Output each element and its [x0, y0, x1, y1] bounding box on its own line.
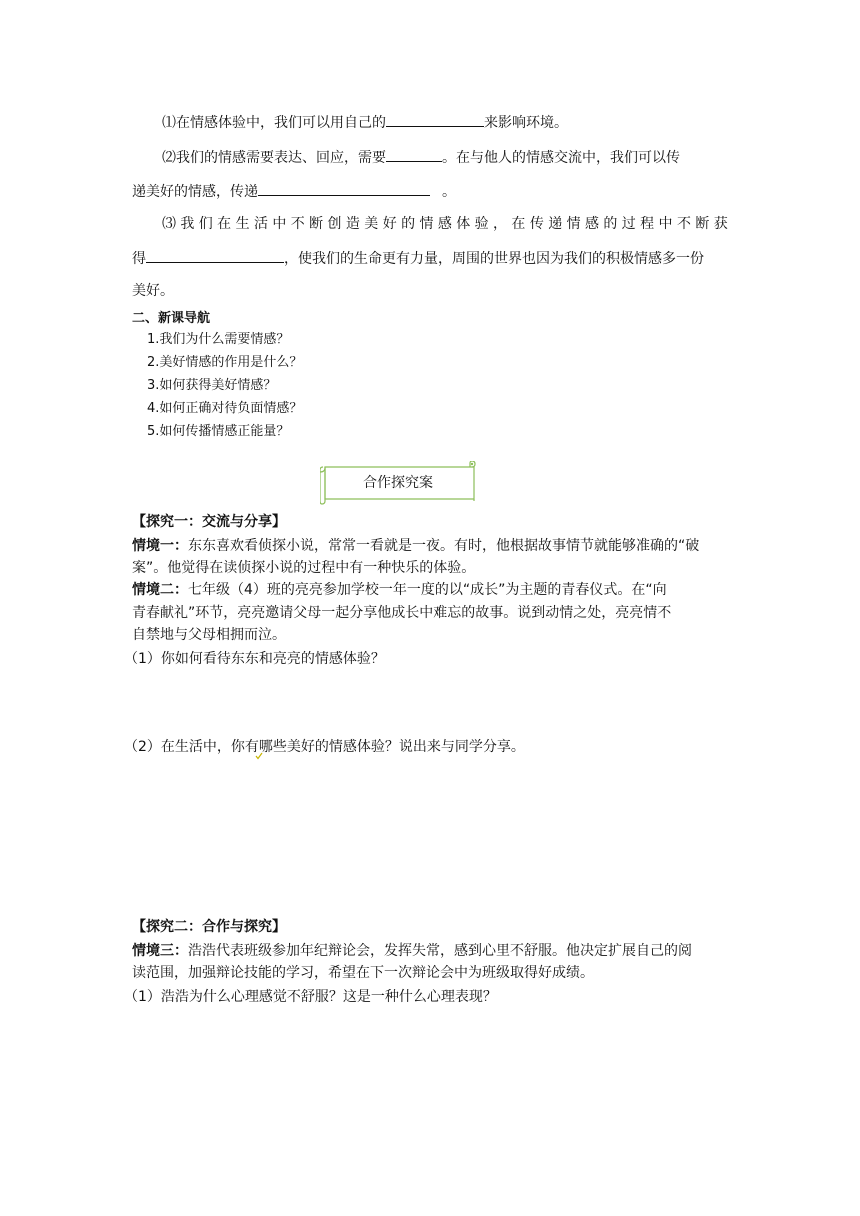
intro-question-1 [162, 112, 568, 132]
intro-question-3-line-2 [132, 248, 704, 268]
intro-question-3-line-3: 美好。 [132, 283, 174, 299]
answer-blank-3[interactable] [258, 181, 430, 196]
q3-line1-char: 断 [695, 216, 710, 232]
scenario-1-line-1 [132, 537, 699, 555]
q3-line1-char: 过 [621, 216, 636, 232]
q3-line1-char: 造 [345, 216, 360, 232]
answer-blank-2[interactable] [386, 147, 442, 162]
scenario-1-line-2: 案”。他觉得在读侦探小说的过程中有一种快乐的体验。 [132, 560, 476, 576]
scenario-2-text-1: 七年级（4）班的亮亮参加学校一年一度的以“成长”为主题的青春仪式。在“向 [188, 582, 667, 598]
nav-list-item: 5.如何传播情感正能量？ [147, 424, 290, 439]
q3-line1-char: 创 [327, 216, 342, 232]
q3-line1-char: 程 [640, 216, 655, 232]
q3-line1-char: 生 [235, 216, 250, 232]
q3-line1-char: 验 [474, 216, 489, 232]
scenario-2-line-2: 青春献礼”环节，亮亮邀请父母一起分享他成长中难忘的故事。说到动情之处，亮亮情不 [132, 605, 672, 621]
q3-line1-char: 的 [401, 216, 416, 232]
q3-line1-char: 美 [364, 216, 379, 232]
q1-prefix: ⑴在情感体验中，我们可以用自己的 [162, 115, 386, 131]
scenario-3-line-2: 读范围，加强辩论技能的学习，希望在下一次辩论会中为班级取得好成绩。 [132, 965, 594, 981]
q3-line1-char: 活 [253, 216, 268, 232]
q3-line1-char: 获 [713, 216, 728, 232]
q3-line1-char: 体 [456, 216, 471, 232]
q3-line1-char: 感 [437, 216, 452, 232]
nav-list-item: 3.如何获得美好情感？ [147, 378, 277, 393]
q3-line2-prefix: 得 [132, 251, 146, 267]
q3-line1-char: 中 [272, 216, 287, 232]
nav-list-item: 4.如何正确对待负面情感？ [147, 401, 303, 416]
q2-line2-prefix: 递美好的情感，传递 [132, 184, 258, 200]
q2-prefix: ⑵我们的情感需要表达、回应，需要 [162, 150, 386, 166]
intro-question-3-line-1 [162, 215, 728, 233]
q3-line1-char: 在 [217, 216, 232, 232]
q3-line1-char: 我 [180, 216, 195, 232]
answer-blank-4[interactable] [146, 248, 284, 263]
explore-2-title: 【探究二：合作与探究】 [132, 919, 286, 935]
q3-line1-char: 断 [309, 216, 324, 232]
q3-line1-char: 情 [419, 216, 434, 232]
q3-line2-suffix: ，使我们的生命更有力量，周围的世界也因为我们的积极情感多一份 [284, 251, 704, 267]
intro-question-2-line-1 [162, 147, 680, 167]
q3-line1-char: 递 [548, 216, 563, 232]
scenario-3-label: 情境三： [132, 943, 188, 959]
q2-middle: 。在与他人的情感交流中，我们可以传 [442, 150, 680, 166]
scenario-3-line-1 [132, 942, 692, 960]
q3-line1-char: 们 [198, 216, 213, 232]
scenario-1-text-1: 东东喜欢看侦探小说，常常一看就是一夜。有时，他根据故事情节就能够准确的“破 [188, 538, 700, 554]
section-banner [320, 461, 476, 505]
section-2-title: 二、新课导航 [132, 311, 211, 326]
scenario-1-label: 情境一： [132, 538, 188, 554]
answer-blank-1[interactable] [386, 112, 484, 127]
q1-suffix: 来影响环境。 [484, 115, 568, 131]
scenario-3-text-1: 浩浩代表班级参加年纪辩论会，发挥失常，感到心里不舒服。他决定扩展自己的阅 [188, 943, 692, 959]
intro-question-2-line-2 [132, 181, 456, 201]
q3-line1-char: 中 [658, 216, 673, 232]
q3-line1-char: 的 [603, 216, 618, 232]
scenario-2-label: 情境二： [132, 582, 188, 598]
q3-line1-char: 在 [511, 216, 526, 232]
explore-2-question-1: （1）浩浩为什么心理感觉不舒服？这是一种什么心理表现？ [124, 989, 497, 1005]
nav-list-item: 2.美好情感的作用是什么？ [147, 355, 303, 370]
q3-line1-char: ⑶ [162, 216, 176, 232]
scenario-2-line-1 [132, 581, 667, 599]
banner-title: 合作探究案 [363, 475, 433, 491]
q3-line1-char: 情 [566, 216, 581, 232]
scenario-2-line-3: 自禁地与父母相拥而泣。 [132, 627, 286, 643]
nav-list-item: 1.我们为什么需要情感？ [147, 332, 290, 347]
explore-1-question-1: （1）你如何看待东东和亮亮的情感体验？ [124, 651, 385, 667]
q3-line1-char: 感 [584, 216, 599, 232]
q3-line1-char: 不 [676, 216, 691, 232]
q2-line2-suffix: 。 [442, 184, 456, 200]
q3-line1-char: 不 [290, 216, 305, 232]
explore-1-title: 【探究一：交流与分享】 [132, 514, 286, 530]
explore-1-question-2: （2）在生活中，你有哪些美好的情感体验？说出来与同学分享。 [124, 739, 525, 755]
q3-line1-char: ， [493, 216, 508, 232]
q3-line1-char: 好 [382, 216, 397, 232]
q3-line1-char: 传 [529, 216, 544, 232]
check-mark-icon [255, 752, 263, 760]
